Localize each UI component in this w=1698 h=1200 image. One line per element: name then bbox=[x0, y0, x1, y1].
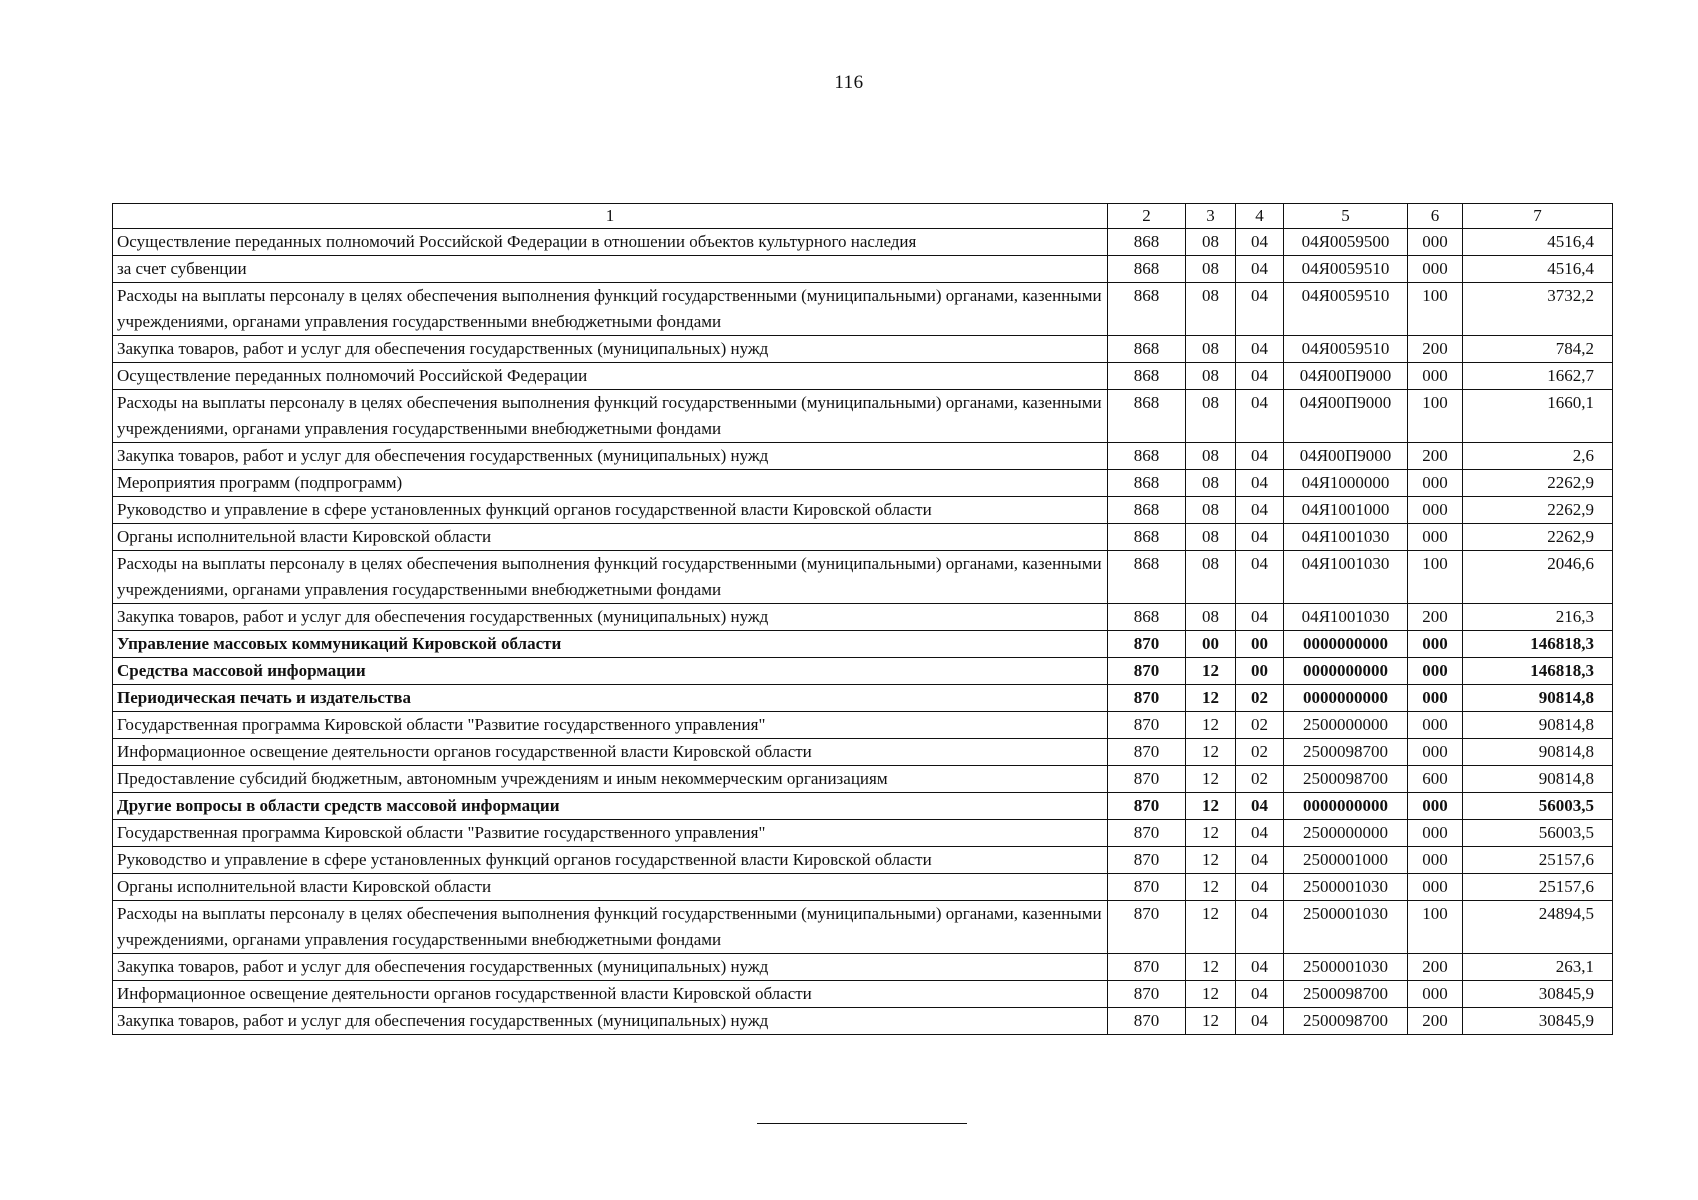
cell-ved: 868 bbox=[1108, 336, 1186, 363]
cell-target-code: 2500098700 bbox=[1284, 739, 1408, 766]
cell-ved: 868 bbox=[1108, 256, 1186, 283]
cell-name: Предоставление субсидий бюджетным, автономным учреждениям и иным некоммерческим организациям bbox=[113, 766, 1108, 793]
cell-name: Расходы на выплаты персоналу в целях обеспечения выполнения функций государственными (муниципальными) органами, казенными учреждениями, органами управления государственными внебюджетными фондами bbox=[113, 551, 1108, 604]
cell-ved: 868 bbox=[1108, 390, 1186, 443]
cell-subsection: 02 bbox=[1236, 685, 1284, 712]
cell-subsection: 04 bbox=[1236, 874, 1284, 901]
cell-amount: 25157,6 bbox=[1463, 874, 1613, 901]
cell-subsection: 04 bbox=[1236, 390, 1284, 443]
cell-amount: 56003,5 bbox=[1463, 793, 1613, 820]
page-number: 116 bbox=[834, 72, 864, 93]
cell-target-code: 2500098700 bbox=[1284, 981, 1408, 1008]
cell-section: 12 bbox=[1186, 658, 1236, 685]
cell-target-code: 2500001030 bbox=[1284, 874, 1408, 901]
cell-ved: 868 bbox=[1108, 551, 1186, 604]
cell-ved: 870 bbox=[1108, 1008, 1186, 1035]
cell-amount: 1660,1 bbox=[1463, 390, 1613, 443]
cell-ved: 870 bbox=[1108, 658, 1186, 685]
cell-name: Государственная программа Кировской области "Развитие государственного управления" bbox=[113, 712, 1108, 739]
cell-target-code: 0000000000 bbox=[1284, 793, 1408, 820]
cell-expense-type: 100 bbox=[1408, 551, 1463, 604]
cell-name: Органы исполнительной власти Кировской области bbox=[113, 874, 1108, 901]
cell-amount: 216,3 bbox=[1463, 604, 1613, 631]
cell-name: Осуществление переданных полномочий Российской Федерации в отношении объектов культурного наследия bbox=[113, 229, 1108, 256]
table-row bbox=[113, 712, 1613, 739]
cell-ved: 870 bbox=[1108, 874, 1186, 901]
cell-amount: 3732,2 bbox=[1463, 283, 1613, 336]
cell-expense-type: 000 bbox=[1408, 363, 1463, 390]
cell-section: 08 bbox=[1186, 390, 1236, 443]
header-col-2: 2 bbox=[1108, 204, 1186, 229]
cell-ved: 868 bbox=[1108, 524, 1186, 551]
cell-name: за счет субвенции bbox=[113, 256, 1108, 283]
cell-name: Расходы на выплаты персоналу в целях обеспечения выполнения функций государственными (муниципальными) органами, казенными учреждениями, органами управления государственными внебюджетными фондами bbox=[113, 901, 1108, 954]
cell-ved: 868 bbox=[1108, 443, 1186, 470]
cell-expense-type: 000 bbox=[1408, 874, 1463, 901]
cell-name: Другие вопросы в области средств массовой информации bbox=[113, 793, 1108, 820]
cell-subsection: 04 bbox=[1236, 981, 1284, 1008]
cell-section: 08 bbox=[1186, 443, 1236, 470]
cell-amount: 146818,3 bbox=[1463, 658, 1613, 685]
cell-name: Закупка товаров, работ и услуг для обеспечения государственных (муниципальных) нужд bbox=[113, 1008, 1108, 1035]
cell-amount: 4516,4 bbox=[1463, 229, 1613, 256]
cell-target-code: 0000000000 bbox=[1284, 658, 1408, 685]
cell-target-code: 04Я00П9000 bbox=[1284, 363, 1408, 390]
table-header bbox=[113, 204, 1613, 229]
cell-expense-type: 000 bbox=[1408, 847, 1463, 874]
cell-name: Органы исполнительной власти Кировской области bbox=[113, 524, 1108, 551]
table-row bbox=[113, 1008, 1613, 1035]
cell-subsection: 04 bbox=[1236, 604, 1284, 631]
table-row bbox=[113, 604, 1613, 631]
cell-expense-type: 000 bbox=[1408, 685, 1463, 712]
cell-target-code: 04Я0059510 bbox=[1284, 256, 1408, 283]
cell-expense-type: 000 bbox=[1408, 497, 1463, 524]
header-col-4: 4 bbox=[1236, 204, 1284, 229]
cell-ved: 868 bbox=[1108, 470, 1186, 497]
cell-target-code: 2500000000 bbox=[1284, 820, 1408, 847]
cell-expense-type: 100 bbox=[1408, 283, 1463, 336]
cell-subsection: 04 bbox=[1236, 820, 1284, 847]
cell-section: 12 bbox=[1186, 739, 1236, 766]
cell-subsection: 04 bbox=[1236, 847, 1284, 874]
cell-subsection: 04 bbox=[1236, 363, 1284, 390]
cell-section: 08 bbox=[1186, 256, 1236, 283]
cell-ved: 870 bbox=[1108, 820, 1186, 847]
cell-ved: 868 bbox=[1108, 497, 1186, 524]
cell-subsection: 02 bbox=[1236, 766, 1284, 793]
table-row bbox=[113, 766, 1613, 793]
cell-ved: 870 bbox=[1108, 739, 1186, 766]
table-row bbox=[113, 820, 1613, 847]
cell-name: Информационное освещение деятельности органов государственной власти Кировской области bbox=[113, 739, 1108, 766]
header-col-5: 5 bbox=[1284, 204, 1408, 229]
footer-rule bbox=[757, 1123, 967, 1124]
table-row bbox=[113, 847, 1613, 874]
table-row bbox=[113, 497, 1613, 524]
cell-target-code: 04Я0059500 bbox=[1284, 229, 1408, 256]
cell-section: 12 bbox=[1186, 954, 1236, 981]
table-row bbox=[113, 256, 1613, 283]
cell-section: 08 bbox=[1186, 551, 1236, 604]
cell-section: 08 bbox=[1186, 470, 1236, 497]
cell-subsection: 04 bbox=[1236, 470, 1284, 497]
cell-expense-type: 000 bbox=[1408, 658, 1463, 685]
cell-target-code: 0000000000 bbox=[1284, 685, 1408, 712]
cell-subsection: 04 bbox=[1236, 901, 1284, 954]
header-col-7: 7 bbox=[1463, 204, 1613, 229]
cell-section: 12 bbox=[1186, 766, 1236, 793]
cell-ved: 870 bbox=[1108, 847, 1186, 874]
cell-ved: 870 bbox=[1108, 712, 1186, 739]
cell-section: 08 bbox=[1186, 363, 1236, 390]
cell-amount: 146818,3 bbox=[1463, 631, 1613, 658]
cell-expense-type: 000 bbox=[1408, 470, 1463, 497]
cell-amount: 90814,8 bbox=[1463, 685, 1613, 712]
cell-section: 12 bbox=[1186, 874, 1236, 901]
table-row bbox=[113, 283, 1613, 336]
cell-target-code: 2500098700 bbox=[1284, 1008, 1408, 1035]
cell-ved: 870 bbox=[1108, 766, 1186, 793]
cell-section: 12 bbox=[1186, 820, 1236, 847]
cell-expense-type: 200 bbox=[1408, 604, 1463, 631]
cell-target-code: 04Я1001030 bbox=[1284, 551, 1408, 604]
cell-subsection: 02 bbox=[1236, 739, 1284, 766]
cell-ved: 870 bbox=[1108, 901, 1186, 954]
cell-amount: 25157,6 bbox=[1463, 847, 1613, 874]
table-row bbox=[113, 631, 1613, 658]
cell-target-code: 04Я0059510 bbox=[1284, 336, 1408, 363]
cell-subsection: 04 bbox=[1236, 256, 1284, 283]
budget-table bbox=[112, 203, 1613, 1035]
cell-expense-type: 000 bbox=[1408, 739, 1463, 766]
cell-target-code: 04Я00П9000 bbox=[1284, 390, 1408, 443]
cell-ved: 870 bbox=[1108, 685, 1186, 712]
cell-subsection: 00 bbox=[1236, 631, 1284, 658]
cell-name: Руководство и управление в сфере установленных функций органов государственной власти Кировской области bbox=[113, 847, 1108, 874]
cell-expense-type: 200 bbox=[1408, 443, 1463, 470]
cell-name: Периодическая печать и издательства bbox=[113, 685, 1108, 712]
cell-section: 00 bbox=[1186, 631, 1236, 658]
cell-expense-type: 000 bbox=[1408, 524, 1463, 551]
cell-expense-type: 000 bbox=[1408, 981, 1463, 1008]
table-row bbox=[113, 551, 1613, 604]
table-row bbox=[113, 739, 1613, 766]
cell-expense-type: 100 bbox=[1408, 901, 1463, 954]
table-row bbox=[113, 874, 1613, 901]
cell-expense-type: 600 bbox=[1408, 766, 1463, 793]
cell-section: 08 bbox=[1186, 283, 1236, 336]
cell-name: Закупка товаров, работ и услуг для обеспечения государственных (муниципальных) нужд bbox=[113, 336, 1108, 363]
cell-amount: 24894,5 bbox=[1463, 901, 1613, 954]
cell-expense-type: 000 bbox=[1408, 256, 1463, 283]
cell-name: Мероприятия программ (подпрограмм) bbox=[113, 470, 1108, 497]
cell-subsection: 02 bbox=[1236, 712, 1284, 739]
cell-amount: 2262,9 bbox=[1463, 497, 1613, 524]
cell-target-code: 04Я0059510 bbox=[1284, 283, 1408, 336]
cell-ved: 870 bbox=[1108, 981, 1186, 1008]
cell-amount: 30845,9 bbox=[1463, 1008, 1613, 1035]
cell-target-code: 2500001030 bbox=[1284, 954, 1408, 981]
cell-amount: 90814,8 bbox=[1463, 766, 1613, 793]
header-row bbox=[113, 204, 1613, 229]
cell-name: Закупка товаров, работ и услуг для обеспечения государственных (муниципальных) нужд bbox=[113, 954, 1108, 981]
cell-target-code: 04Я1001030 bbox=[1284, 524, 1408, 551]
cell-subsection: 04 bbox=[1236, 283, 1284, 336]
cell-target-code: 04Я1001030 bbox=[1284, 604, 1408, 631]
table-row bbox=[113, 363, 1613, 390]
cell-section: 12 bbox=[1186, 712, 1236, 739]
cell-expense-type: 100 bbox=[1408, 390, 1463, 443]
cell-amount: 2046,6 bbox=[1463, 551, 1613, 604]
cell-subsection: 04 bbox=[1236, 229, 1284, 256]
table-row bbox=[113, 658, 1613, 685]
cell-target-code: 2500098700 bbox=[1284, 766, 1408, 793]
table-row bbox=[113, 390, 1613, 443]
cell-subsection: 00 bbox=[1236, 658, 1284, 685]
cell-ved: 868 bbox=[1108, 363, 1186, 390]
cell-name: Расходы на выплаты персоналу в целях обеспечения выполнения функций государственными (муниципальными) органами, казенными учреждениями, органами управления государственными внебюджетными фондами bbox=[113, 390, 1108, 443]
cell-amount: 263,1 bbox=[1463, 954, 1613, 981]
cell-expense-type: 000 bbox=[1408, 793, 1463, 820]
cell-name: Закупка товаров, работ и услуг для обеспечения государственных (муниципальных) нужд bbox=[113, 443, 1108, 470]
cell-expense-type: 200 bbox=[1408, 336, 1463, 363]
cell-section: 12 bbox=[1186, 793, 1236, 820]
cell-name: Закупка товаров, работ и услуг для обеспечения государственных (муниципальных) нужд bbox=[113, 604, 1108, 631]
cell-section: 08 bbox=[1186, 604, 1236, 631]
cell-target-code: 2500001000 bbox=[1284, 847, 1408, 874]
cell-section: 12 bbox=[1186, 1008, 1236, 1035]
cell-name: Информационное освещение деятельности органов государственной власти Кировской области bbox=[113, 981, 1108, 1008]
cell-expense-type: 000 bbox=[1408, 820, 1463, 847]
cell-subsection: 04 bbox=[1236, 793, 1284, 820]
cell-target-code: 2500001030 bbox=[1284, 901, 1408, 954]
cell-subsection: 04 bbox=[1236, 551, 1284, 604]
table-row bbox=[113, 685, 1613, 712]
cell-name: Средства массовой информации bbox=[113, 658, 1108, 685]
cell-section: 08 bbox=[1186, 229, 1236, 256]
table-row bbox=[113, 524, 1613, 551]
cell-name: Руководство и управление в сфере установленных функций органов государственной власти Кировской области bbox=[113, 497, 1108, 524]
header-col-3: 3 bbox=[1186, 204, 1236, 229]
cell-ved: 870 bbox=[1108, 954, 1186, 981]
cell-subsection: 04 bbox=[1236, 336, 1284, 363]
cell-amount: 784,2 bbox=[1463, 336, 1613, 363]
cell-section: 12 bbox=[1186, 685, 1236, 712]
cell-subsection: 04 bbox=[1236, 1008, 1284, 1035]
cell-expense-type: 200 bbox=[1408, 954, 1463, 981]
cell-section: 12 bbox=[1186, 847, 1236, 874]
cell-amount: 1662,7 bbox=[1463, 363, 1613, 390]
cell-target-code: 04Я1000000 bbox=[1284, 470, 1408, 497]
cell-ved: 868 bbox=[1108, 283, 1186, 336]
table-row bbox=[113, 901, 1613, 954]
cell-section: 12 bbox=[1186, 901, 1236, 954]
table-row bbox=[113, 981, 1613, 1008]
cell-expense-type: 000 bbox=[1408, 712, 1463, 739]
cell-section: 08 bbox=[1186, 497, 1236, 524]
table-body bbox=[113, 229, 1613, 1035]
cell-name: Государственная программа Кировской области "Развитие государственного управления" bbox=[113, 820, 1108, 847]
cell-name: Расходы на выплаты персоналу в целях обеспечения выполнения функций государственными (муниципальными) органами, казенными учреждениями, органами управления государственными внебюджетными фондами bbox=[113, 283, 1108, 336]
cell-subsection: 04 bbox=[1236, 524, 1284, 551]
table-row bbox=[113, 470, 1613, 497]
cell-ved: 870 bbox=[1108, 631, 1186, 658]
cell-name: Осуществление переданных полномочий Российской Федерации bbox=[113, 363, 1108, 390]
cell-amount: 90814,8 bbox=[1463, 739, 1613, 766]
cell-expense-type: 200 bbox=[1408, 1008, 1463, 1035]
cell-subsection: 04 bbox=[1236, 443, 1284, 470]
table-row bbox=[113, 336, 1613, 363]
header-col-6: 6 bbox=[1408, 204, 1463, 229]
cell-amount: 2,6 bbox=[1463, 443, 1613, 470]
cell-subsection: 04 bbox=[1236, 954, 1284, 981]
cell-amount: 4516,4 bbox=[1463, 256, 1613, 283]
cell-target-code: 04Я00П9000 bbox=[1284, 443, 1408, 470]
cell-subsection: 04 bbox=[1236, 497, 1284, 524]
table-row bbox=[113, 443, 1613, 470]
header-col-1: 1 bbox=[113, 204, 1108, 229]
table-row bbox=[113, 954, 1613, 981]
cell-ved: 870 bbox=[1108, 793, 1186, 820]
cell-amount: 2262,9 bbox=[1463, 524, 1613, 551]
cell-amount: 90814,8 bbox=[1463, 712, 1613, 739]
cell-ved: 868 bbox=[1108, 604, 1186, 631]
cell-target-code: 04Я1001000 bbox=[1284, 497, 1408, 524]
cell-name: Управление массовых коммуникаций Кировской области bbox=[113, 631, 1108, 658]
cell-expense-type: 000 bbox=[1408, 631, 1463, 658]
cell-section: 08 bbox=[1186, 336, 1236, 363]
cell-expense-type: 000 bbox=[1408, 229, 1463, 256]
cell-ved: 868 bbox=[1108, 229, 1186, 256]
cell-amount: 30845,9 bbox=[1463, 981, 1613, 1008]
cell-section: 12 bbox=[1186, 981, 1236, 1008]
cell-amount: 56003,5 bbox=[1463, 820, 1613, 847]
table-row bbox=[113, 229, 1613, 256]
cell-amount: 2262,9 bbox=[1463, 470, 1613, 497]
cell-section: 08 bbox=[1186, 524, 1236, 551]
cell-target-code: 0000000000 bbox=[1284, 631, 1408, 658]
cell-target-code: 2500000000 bbox=[1284, 712, 1408, 739]
table-row bbox=[113, 793, 1613, 820]
